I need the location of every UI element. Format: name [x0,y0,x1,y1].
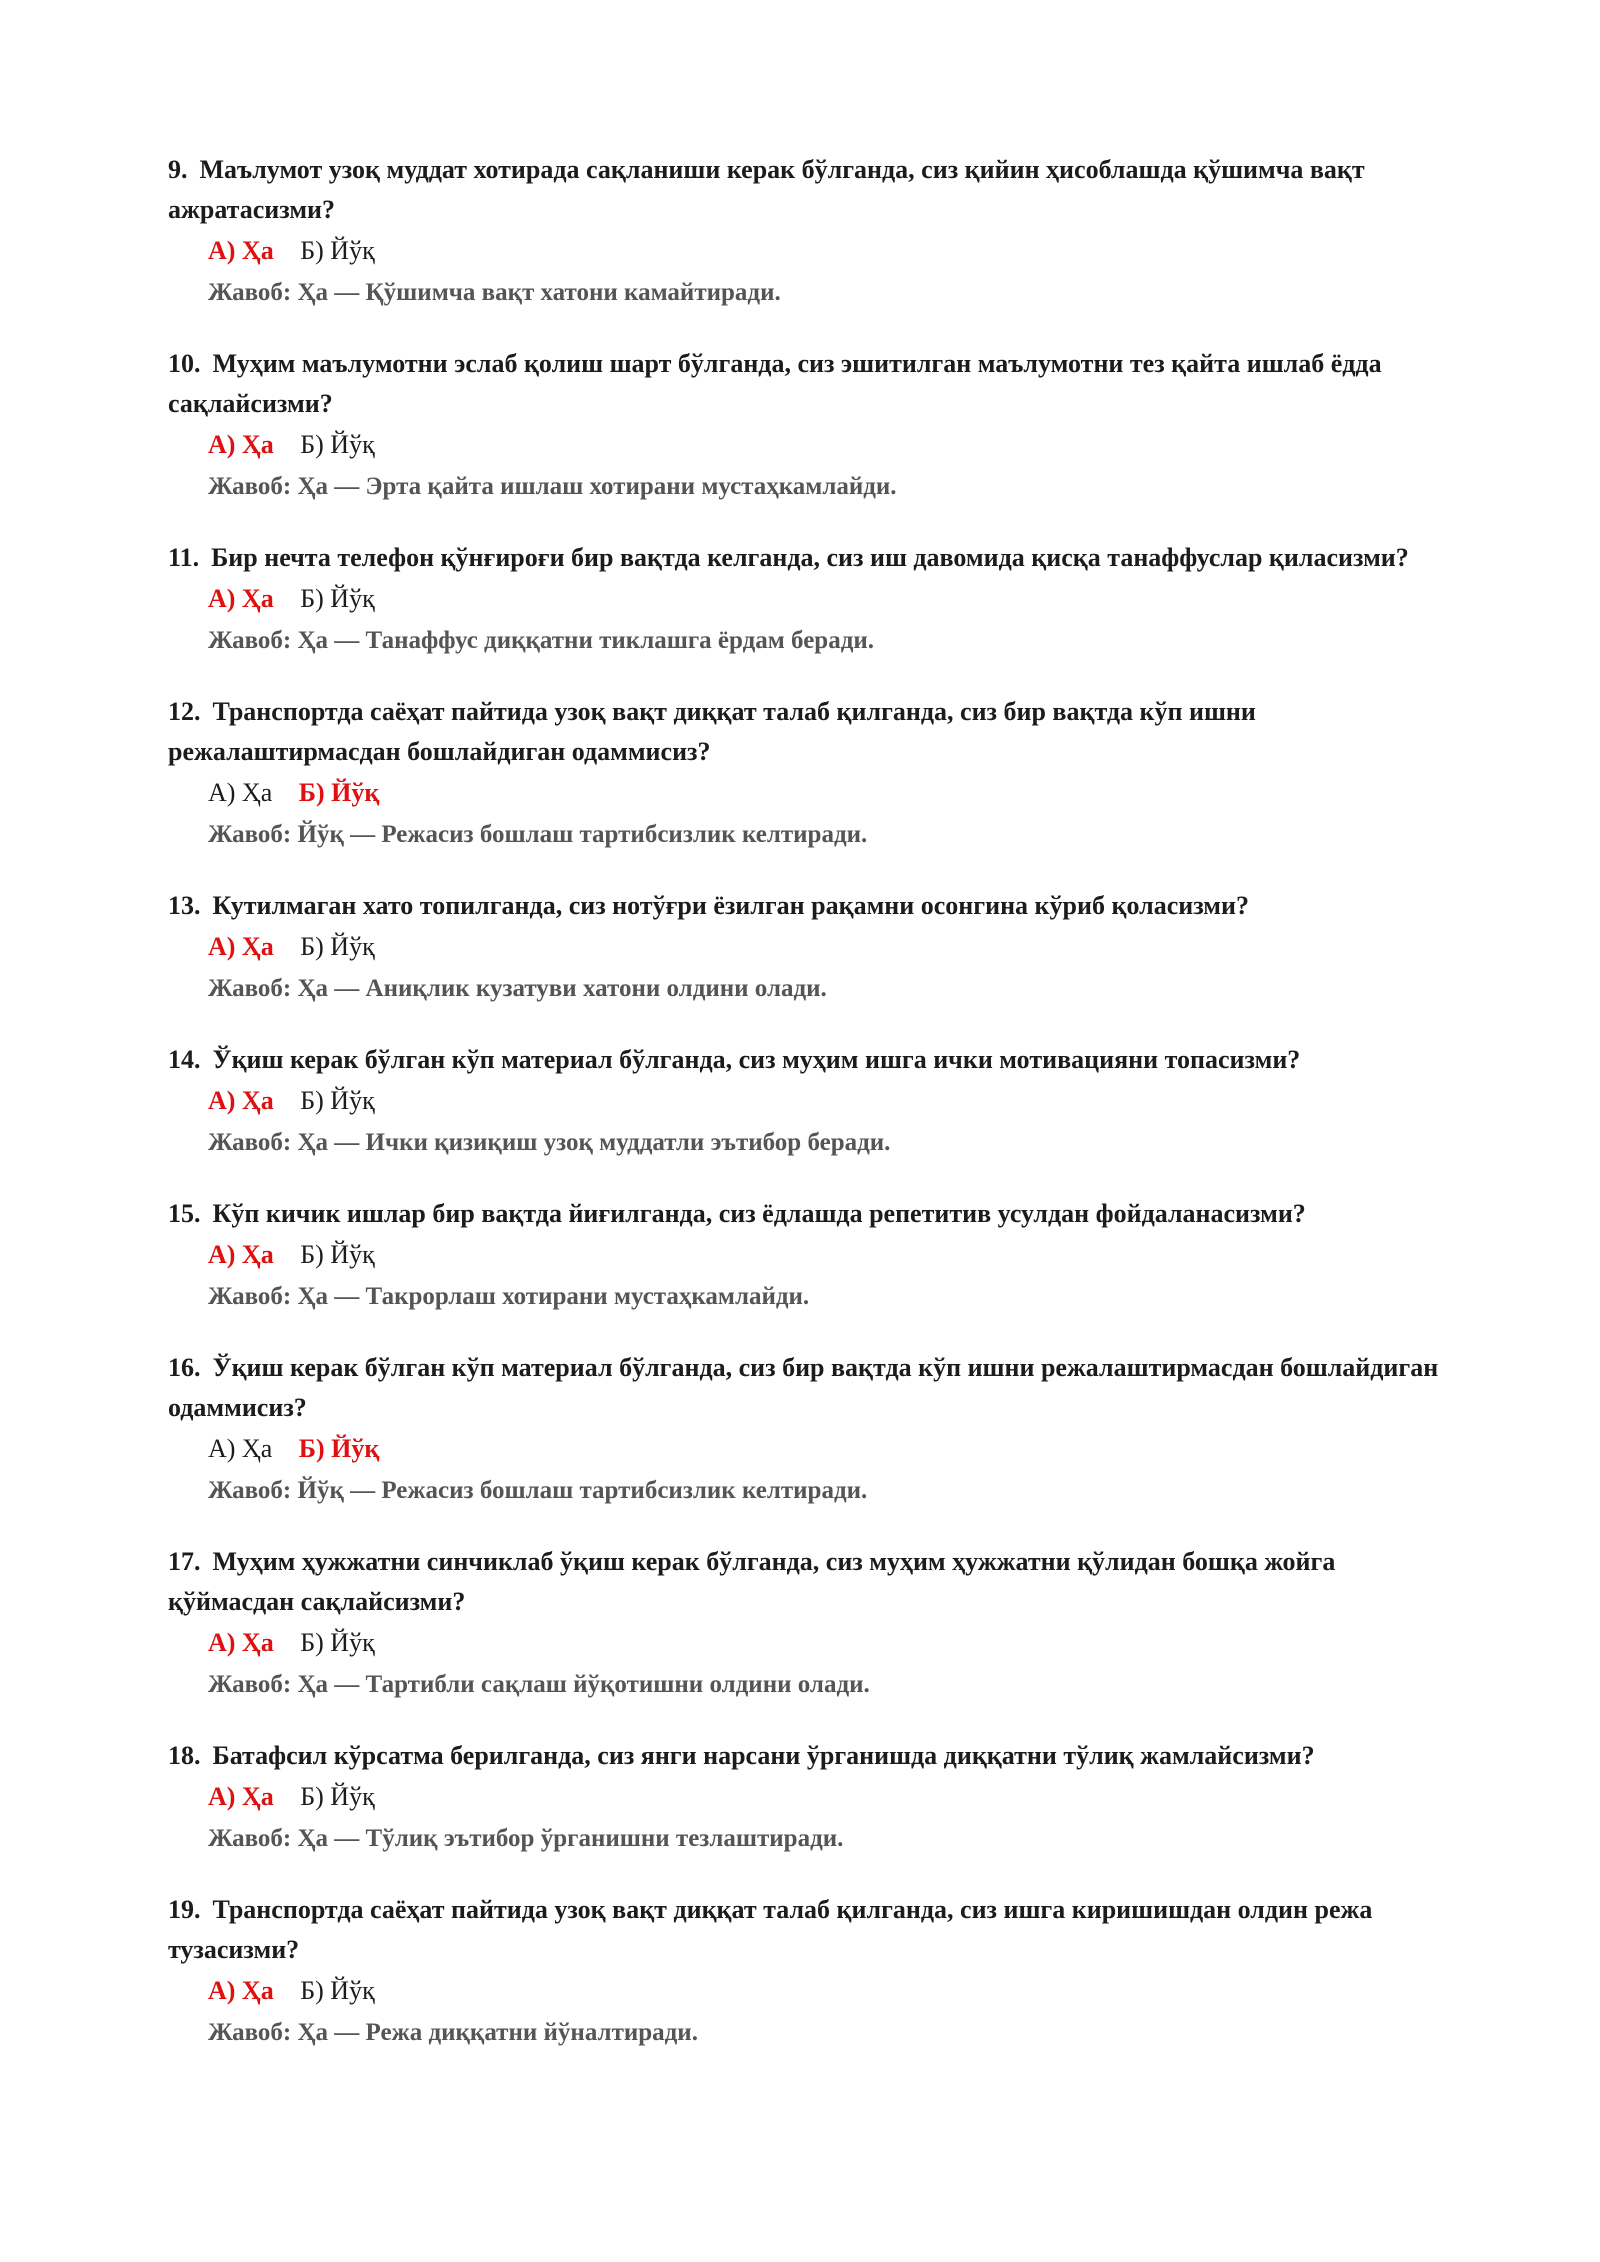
question-number: 17. [168,1547,201,1576]
option-b: Б) Йўқ [300,430,375,459]
option-a: А) Ҳа [208,1628,274,1657]
question-text [168,1542,1458,1622]
question-body: Муҳим ҳужжатни синчиклаб ўқиш керак бўлганда, сиз муҳим ҳужжатни қўлидан бошқа жойга қўймасдан сақлайсизми? [168,1547,1336,1616]
answer-explanation: Жавоб: Ҳа — Аниқлик кузатуви хатони олдини олади. [208,975,827,1002]
question-item [168,1890,1458,2054]
question-number: 11. [168,543,200,572]
question-item [168,1542,1458,1706]
question-item [168,344,1458,508]
option-b: Б) Йўқ [300,1628,375,1657]
question-body: Бир нечта телефон қўнғироғи бир вақтда келганда, сиз иш давомида қисқа танаффуслар қиласизми? [211,543,1409,572]
question-body: Муҳим маълумотни эслаб қолиш шарт бўлганда, сиз эшитилган маълумотни тез қайта ишлаб ёдда сақлайсизми? [168,349,1382,418]
option-b: Б) Йўқ [300,236,375,265]
question-body: Маълумот узоқ муддат хотирада сақланиши керак бўлганда, сиз қийин ҳисоблашда қўшимча вақт ажратасизми? [168,155,1365,224]
options-row [208,926,1458,968]
options-row [208,1776,1458,1818]
question-number: 18. [168,1741,201,1770]
options-row [208,1622,1458,1664]
document-page [168,150,1458,2084]
answer-explanation: Жавоб: Ҳа — Такрорлаш хотирани мустаҳкамлайди. [208,1283,810,1310]
option-b: Б) Йўқ [300,1086,375,1115]
question-text [168,538,1458,578]
option-a: А) Ҳа [208,236,274,265]
option-a: А) Ҳа [208,430,274,459]
question-text [168,1348,1458,1428]
question-text [168,1194,1458,1234]
question-text [168,886,1458,926]
question-text [168,692,1458,772]
question-body: Транспортда саёҳат пайтида узоқ вақт диққат талаб қилганда, сиз ишга киришишдан олдин режа тузасизми? [168,1895,1373,1964]
question-body: Кўп кичик ишлар бир вақтда йиғилганда, сиз ёдлашда репетитив усулдан фойдаланасизми? [212,1199,1306,1228]
option-a: А) Ҳа [208,932,274,961]
question-number: 16. [168,1353,201,1382]
question-text [168,1890,1458,1970]
option-b: Б) Йўқ [300,1240,375,1269]
question-body: Кутилмаган хато топилганда, сиз нотўғри ёзилган рақамни осонгина кўриб қоласизми? [212,891,1249,920]
options-row [208,1970,1458,2012]
question-number: 19. [168,1895,201,1924]
answer-explanation: Жавоб: Ҳа — Ички қизиқиш узоқ муддатли эътибор беради. [208,1129,891,1156]
question-body: Батафсил кўрсатма берилганда, сиз янги нарсани ўрганишда диққатни тўлиқ жамлайсизми? [212,1741,1315,1770]
option-a: А) Ҳа [208,1434,273,1463]
question-body: Ўқиш керак бўлган кўп материал бўлганда, сиз бир вақтда кўп ишни режалаштирмасдан бошлайдиган одаммисиз? [168,1353,1439,1422]
question-item [168,1736,1458,1860]
question-item [168,886,1458,1010]
options-row [208,424,1458,466]
option-a: А) Ҳа [208,1782,274,1811]
question-text [168,150,1458,230]
options-row [208,1428,1458,1470]
option-b: Б) Йўқ [300,584,375,613]
options-row [208,230,1458,272]
option-b: Б) Йўқ [300,932,375,961]
question-item [168,1194,1458,1318]
option-a: А) Ҳа [208,1086,274,1115]
answer-explanation: Жавоб: Йўқ — Режасиз бошлаш тартибсизлик келтиради. [208,1477,868,1504]
answer-explanation: Жавоб: Ҳа — Режа диққатни йўналтиради. [208,2019,698,2046]
options-row [208,1234,1458,1276]
question-number: 14. [168,1045,201,1074]
answer-explanation: Жавоб: Ҳа — Танаффус диққатни тиклашга ёрдам беради. [208,627,875,654]
option-b: Б) Йўқ [300,1976,375,2005]
answer-explanation: Жавоб: Йўқ — Режасиз бошлаш тартибсизлик келтиради. [208,821,868,848]
answer-explanation: Жавоб: Ҳа — Тартибли сақлаш йўқотишни олдини олади. [208,1671,870,1698]
question-number: 13. [168,891,201,920]
question-body: Ўқиш керак бўлган кўп материал бўлганда, сиз муҳим ишга ички мотивацияни топасизми? [212,1045,1301,1074]
question-number: 9. [168,155,188,184]
question-item [168,692,1458,856]
question-number: 15. [168,1199,201,1228]
question-number: 10. [168,349,201,378]
question-item [168,538,1458,662]
answer-explanation: Жавоб: Ҳа — Қўшимча вақт хатони камайтиради. [208,279,781,306]
question-text [168,1040,1458,1080]
option-a: А) Ҳа [208,778,273,807]
options-row [208,1080,1458,1122]
options-row [208,578,1458,620]
option-a: А) Ҳа [208,584,274,613]
option-b: Б) Йўқ [300,1782,375,1811]
option-a: А) Ҳа [208,1976,274,2005]
question-text [168,1736,1458,1776]
option-a: А) Ҳа [208,1240,274,1269]
options-row [208,772,1458,814]
option-b: Б) Йўқ [298,778,380,807]
option-b: Б) Йўқ [298,1434,380,1463]
question-item [168,1040,1458,1164]
question-text [168,344,1458,424]
answer-explanation: Жавоб: Ҳа — Тўлиқ эътибор ўрганишни тезлаштиради. [208,1825,844,1852]
question-number: 12. [168,697,201,726]
answer-explanation: Жавоб: Ҳа — Эрта қайта ишлаш хотирани мустаҳкамлайди. [208,473,897,500]
question-item [168,150,1458,314]
question-body: Транспортда саёҳат пайтида узоқ вақт диққат талаб қилганда, сиз бир вақтда кўп ишни режалаштирмасдан бошлайдиган одаммисиз? [168,697,1256,766]
question-item [168,1348,1458,1512]
